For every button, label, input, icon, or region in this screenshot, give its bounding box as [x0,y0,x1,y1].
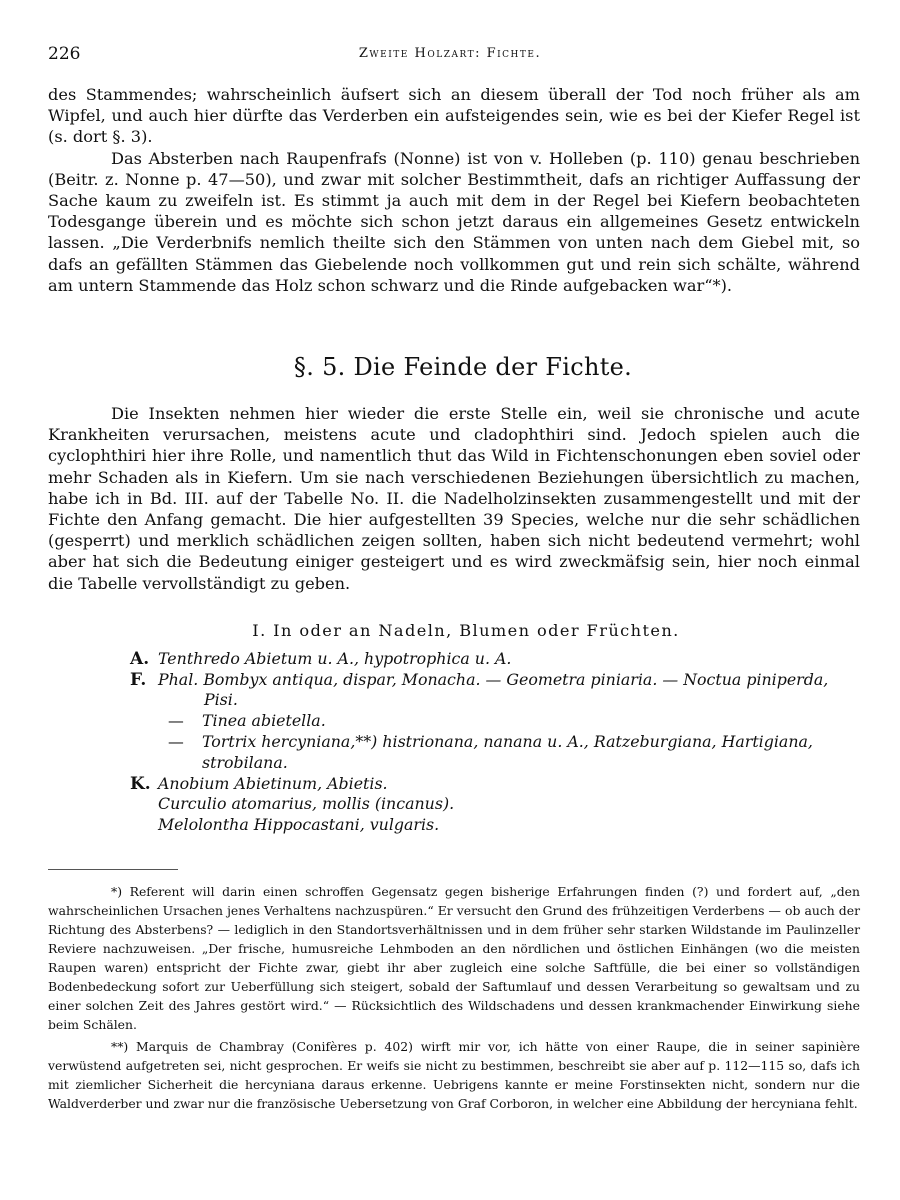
page-number: 226 [48,44,81,64]
page-body [48,84,860,1113]
footnote-2: **) Marquis de Chambray (Conifères p. 402) wirft mir vor, ich hätte von einer Raupe, die in seiner sapinière verwüstend aufgetreten sei, nicht gesprochen. Er weifs sie nicht zu bestimmen, beschreibt sie aber auf p. 112—115 so, dafs ich mit ziemlicher Sicherheit die hercyniana daraus erkenne. Uebrigens kannte er meine Forstinsekten nicht, sondern nur die Waldverderber und zwar nur die französische Uebersetzung von Graf Corboron, in welcher eine Abbildung der hercyniana fehlt. [48,1039,860,1112]
paragraph-absterben: Das Absterben nach Raupenfrafs (Nonne) ist von v. Holleben (p. 110) genau beschrieben (Beitr. z. Nonne p. 47—50), und zwar mit solcher Bestimmtheit, dafs an richtiger Auffassung der Sache kaum zu zweifeln ist. Es stimmt ja auch mit dem in der Regel bei Kiefern beobachteten Todesgange überein und es möchte sich schon jetzt daraus ein allgemeines Gesetz entwickeln lassen. „Die Verderbnifs nemlich theilte sich den Stämmen von unten nach dem Giebel mit, so dafs an gefällten Stämmen das Giebelende noch vollkommen gut und rein sich schälte, während am untern Stammende das Holz schon schwarz und die Rinde aufgebacken war“*). [48,148,860,295]
table-heading: I. In oder an Nadeln, Blumen oder Früchten. [252,620,680,640]
entry-text: Tinea abietella. [202,711,326,731]
list-item [48,815,860,836]
entry-letter: F. [130,669,147,690]
entry-text: Tenthredo Abietum u. A., hypotrophica u. A. [158,648,512,668]
entry-letter: A. [130,648,150,669]
footnote-1: *) Referent will darin einen schroffen Gegensatz gegen bisherige Erfahrungen finden (?) und fordert auf, „den wahrscheinlichen Ursachen jenes Verhaltens nachzuspüren.“ Er versucht den Grund des frühzeitigen Verderbens — ob auch der Richtung des Absterbens? — lediglich in den Standortsverhältnissen und in dem früher sehr starken Wildstande im Paulinzeller Reviere nachzuweisen. „Der frische, humusreiche Lehmboden an den nördlichen und östlichen Einhängen (wo die meisten Raupen waren) entspricht der Fichte zwar, giebt ihr aber zugleich eine solche Saftfülle, die bei einer so vollständigen Bodenbedeckung sofort zur Ueberfüllung sich steigert, sobald der Saftumlauf und dessen Verarbeitung so gewaltsam und zu einer solchen Zeit des Jahres gestört wird.“ — Rücksichtlich des Wildschadens und dessen krankmachender Einwirkung siehe beim Schälen. [48,884,860,1033]
list-item [48,649,860,670]
section-title: §. 5. Die Feinde der Fichte. [293,353,633,382]
list-item [48,794,860,815]
entry-continuation: strobilana. [202,752,288,772]
footnote-rule [48,869,178,870]
entry-text: Tortrix hercyniana,**) histrionana, nanana u. A., Ratzeburgiana, Hartigiana, [202,732,813,752]
list-item [48,670,860,712]
entry-text: Curculio atomarius, mollis (incanus). [158,794,455,814]
entry-text: Phal. Bombyx antiqua, dispar, Monacha. — Geometra piniaria. — Noctua piniperda, [158,669,829,689]
list-item [48,711,860,732]
insect-list [48,649,860,836]
entry-dash: — [168,732,184,752]
paragraph-insekten: Die Insekten nehmen hier wieder die erste Stelle ein, weil sie chronische und acute Krankheiten verursachen, meistens acute und cladophthiri sind. Jedoch spielen auch die cyclophthiri hier ihre Rolle, und namentlich thut das Wild in Fichtenschonungen eben soviel oder mehr Schaden als in Kiefern. Um sie nach verschiedenen Beziehungen übersichtlich zu machen, habe ich in Bd. III. auf der Tabelle No. II. die Nadelholzinsekten zusammengestellt und mit der Fichte den Anfang gemacht. Die hier aufgestellten 39 Species, welche nur die sehr schädlichen (gesperrt) und merklich schädlichen zeigen sollten, haben sich nicht bedeutend vermehrt; wohl aber hat sich die Bedeutung einiger gesteigert und es wird zweckmäfsig sein, hier noch einmal die Tabelle vervollständigt zu geben. [48,404,860,593]
paragraph-continuation: des Stammendes; wahrscheinlich äufsert sich an diesem überall der Tod noch früher als am Wipfel, und auch hier dürfte das Verderben ein aufsteigendes sein, wie es bei der Kiefer Regel ist (s. dort §. 3). [48,85,860,147]
list-item [48,732,860,774]
running-head: Zweite Holzart: Fichte. [358,46,542,61]
list-item [48,774,860,795]
footnotes [48,882,860,1113]
entry-continuation: Pisi. [204,690,238,710]
entry-text: Melolontha Hippocastani, vulgaris. [158,815,440,835]
entry-text: Anobium Abietinum, Abietis. [158,773,388,793]
page-header [48,44,852,68]
entry-letter: K. [130,773,151,794]
entry-dash: — [168,711,184,731]
